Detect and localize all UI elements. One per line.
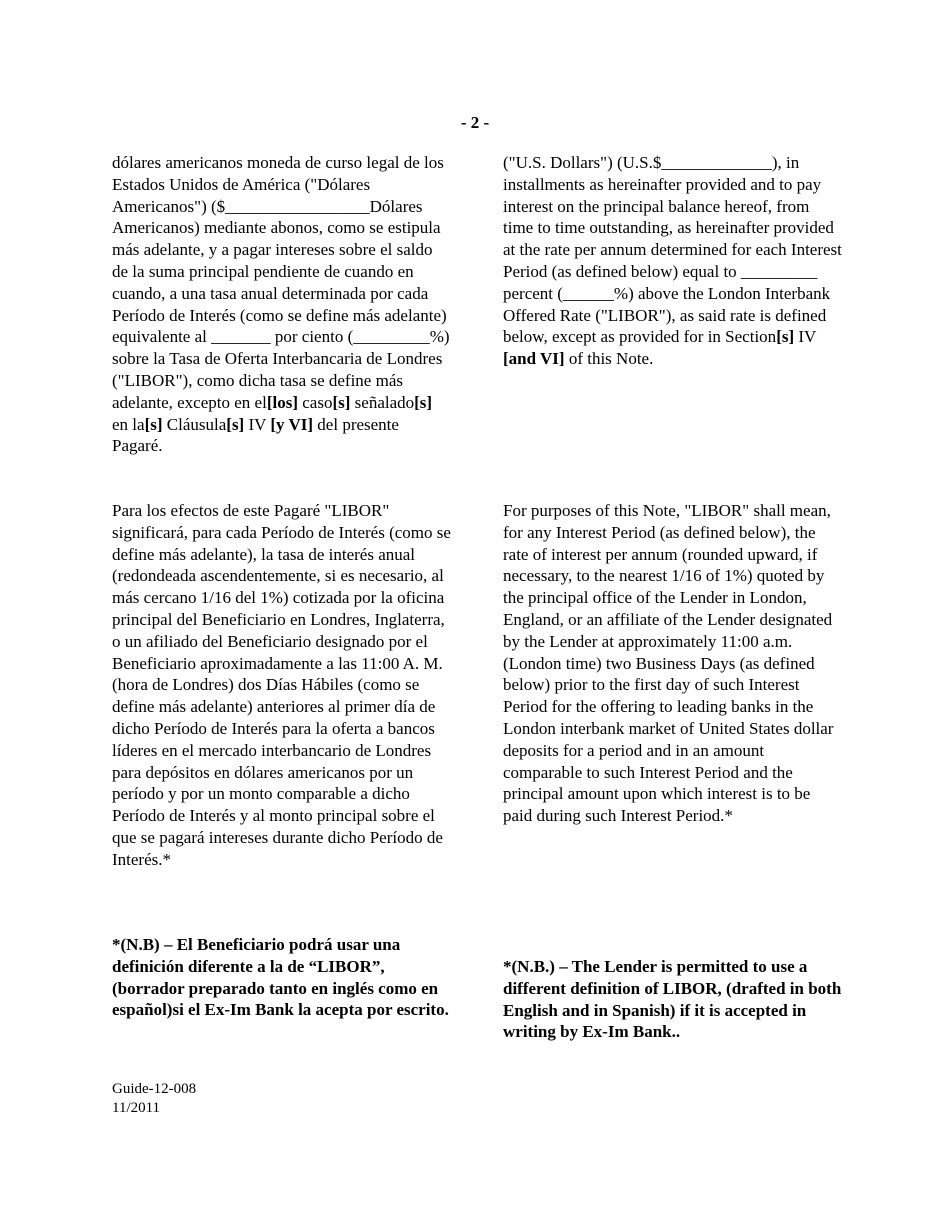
bracket-marker: [s] xyxy=(144,414,163,434)
english-paragraph-2 xyxy=(503,500,843,827)
bracket-marker: [and VI] xyxy=(503,349,565,369)
bracket-marker: [s] xyxy=(226,414,245,434)
footer xyxy=(112,1080,196,1118)
bracket-marker: [y VI] xyxy=(270,414,314,434)
bracket-marker: [s] xyxy=(414,392,433,412)
english-note xyxy=(503,956,843,1043)
text-segment: of this Note. xyxy=(564,349,654,369)
footer-doc-id: Guide-12-008 xyxy=(112,1081,197,1097)
text-segment: del presente Pagaré. xyxy=(112,414,399,456)
english-libor-definition: For purposes of this Note, "LIBOR" shall mean, for any Interest Period (as defined below), the rate of interest per annum (rounded upward, if necessary, to the nearest 1/16 of 1%) quoted by the principal office of the Lender in London, England, or an affiliate of the Lender designated by the Lender at approximately 11:00 a.m. (London time) two Business Days (as defined below) prior to the first day of such Interest Period for the offering to leading banks in the London interbank market of United States dollar deposits for a period and in an amount comparable to such Interest Period and the principal amount upon which interest is to be paid during such Interest Period.* xyxy=(503,501,834,826)
text-segment: Cláusula xyxy=(162,414,227,434)
bracket-marker: [los] xyxy=(266,392,298,412)
spanish-nb-note: *(N.B) – El Beneficiario podrá usar una definición diferente a la de “LIBOR”, (borrador preparado tanto en inglés como en español)si el Ex-Im Bank la acepta por escrito. xyxy=(112,935,449,1020)
spanish-paragraph-2 xyxy=(112,500,452,871)
page-number: - 2 - xyxy=(460,113,490,132)
spanish-libor-definition: Para los efectos de este Pagaré "LIBOR" significará, para cada Período de Interés (como se define más adelante), la tasa de interés anual (redondeada ascendentemente, si es necesario, al más cercano 1/16 del 1%) cotizada por la oficina principal del Beneficiario en Londres, Inglaterra, o un afiliado del Beneficiario designado por el Beneficiario aproximadamente a las 11:00 A. M. (hora de Londres) dos Días Hábiles (como se define más adelante) anteriores al primer día de dicho Período de Interés para la oferta a bancos líderes en el mercado interbancario de Londres para depósitos en dólares americanos por un período y por un monto comparable a dicho Período de Interés y al monto principal sobre el que se pagará intereses durante dicho Período de Interés.* xyxy=(112,501,451,869)
english-loan-terms xyxy=(503,152,843,370)
spanish-paragraph-1 xyxy=(112,152,452,457)
text-segment: dólares americanos moneda de curso legal de los Estados Unidos de América ("Dólares Americanos") ($_________________Dólares Americanos) mediante abonos, como se estipula más adelante, y a pagar intereses sobre el saldo de la suma principal pendiente de cuando en cuando, a una tasa anual determinada por cada Período de Interés (como se define más adelante) equivalente al _______ por ciento (_________%) sobre la Tasa de Oferta Interbancaria de Londres ("LIBOR"), como dicha tasa se define más adelante, excepto en el xyxy=(112,153,450,412)
text-segment: IV xyxy=(244,414,271,434)
bracket-marker: [s] xyxy=(332,392,351,412)
text-segment: IV xyxy=(794,327,817,347)
english-nb-note: *(N.B.) – The Lender is permitted to use a different definition of LIBOR, (drafted in both English and in Spanish) if it is accepted in writing by Ex-Im Bank.. xyxy=(503,957,842,1042)
footer-date: 11/2011 xyxy=(112,1100,161,1116)
spanish-loan-terms xyxy=(112,152,452,457)
bracket-marker: [s] xyxy=(776,327,795,347)
text-segment: caso xyxy=(297,392,333,412)
text-segment: señalado xyxy=(350,392,415,412)
text-segment: ("U.S. Dollars") (U.S.$_____________), in installments as hereinafter provided and to pay interest on the principal balance hereof, from time to time outstanding, as hereinafter provided at the rate per annum determined for each Interest Period (as defined below) equal to _________ percent (______%) above the London Interbank Offered Rate ("LIBOR"), as said rate is defined below, except as provided for in Section xyxy=(503,153,842,347)
spanish-note xyxy=(112,934,452,1021)
english-paragraph-1 xyxy=(503,152,843,370)
text-segment: en la xyxy=(112,414,145,434)
